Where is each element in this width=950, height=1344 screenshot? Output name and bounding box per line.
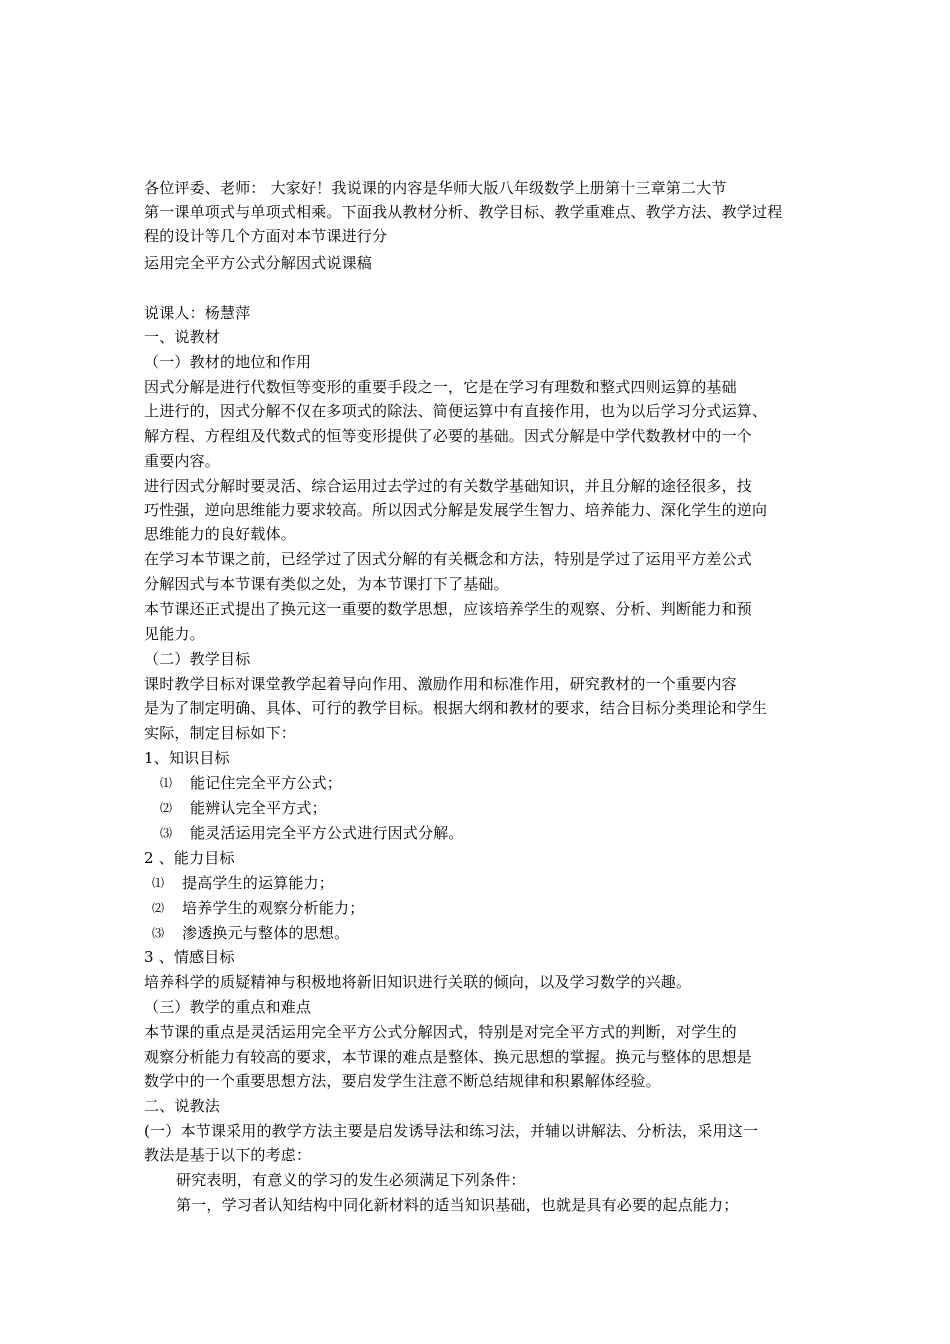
paragraph-line: 观察分析能力有较高的要求，本节课的难点是整体、换元思想的掌握。换元与整体的思想是 xyxy=(144,1048,753,1066)
paragraph-line: 本节课还正式提出了换元这一重要的数学思想，应该培养学生的观察、分析、判断能力和预 xyxy=(144,600,753,618)
list-item xyxy=(160,771,342,795)
intro-line-3: 程的设计等几个方面对本节课进行分 xyxy=(144,227,388,245)
speaker-line: 说课人：杨慧萍 xyxy=(144,304,251,322)
paragraph-line: (一）本节课采用的教学方法主要是启发诱导法和练习法，并辅以讲解法、分析法，采用这一 xyxy=(144,1122,759,1140)
subsection-heading-key-points: （三）教学的重点和难点 xyxy=(144,998,312,1016)
list-item xyxy=(152,921,349,945)
list-item xyxy=(160,821,464,845)
list-item xyxy=(152,871,334,895)
list-item-text: 提高学生的运算能力； xyxy=(182,874,335,892)
document-title: 运用完全平方公式分解因式说课稿 xyxy=(144,254,373,272)
paragraph-line: 课时教学目标对课堂教学起着导向作用、激励作用和标准作用，研究教材的一个重要内容 xyxy=(144,675,737,693)
paragraph-line: 进行因式分解时要灵活、综合运用过去学过的有关数学基础知识，并且分解的途径很多，技 xyxy=(144,477,753,495)
emotion-goals-heading: 3 、情感目标 xyxy=(144,948,235,966)
list-number: ⑴ xyxy=(152,876,165,890)
paragraph-line: 数学中的一个重要思想方法，要启发学生注意不断总结规律和积累解体经验。 xyxy=(144,1072,661,1090)
paragraph-line: 见能力。 xyxy=(144,625,205,643)
paragraph-line: 因式分解是进行代数恒等变形的重要手段之一，它是在学习有理数和整式四则运算的基础 xyxy=(144,378,737,396)
intro-line-1: 各位评委、老师： 大家好！我说课的内容是华师大版八年级数学上册第十三章第二大节 xyxy=(144,179,727,197)
list-item xyxy=(152,896,364,920)
list-number: ⑴ xyxy=(160,776,173,790)
paragraph-line: 分解因式与本节课有类似之处，为本节课打下了基础。 xyxy=(144,575,509,593)
paragraph-line: 上进行的，因式分解不仅在多项式的除法、简便运算中有直接作用，也为以后学习分式运算、 xyxy=(144,402,768,420)
paragraph-line: 在学习本节课之前，已经学过了因式分解的有关概念和方法，特别是学过了运用平方差公式 xyxy=(144,550,753,568)
subsection-heading-goals: （二）教学目标 xyxy=(144,650,251,668)
paragraph-line: 巧性强，逆向思维能力要求较高。所以因式分解是发展学生智力、培养能力、深化学生的逆向 xyxy=(144,501,768,519)
paragraph-line: 研究表明，有意义的学习的发生必须满足下列条件： xyxy=(176,1171,526,1189)
list-item xyxy=(160,796,327,820)
paragraph-line: 思维能力的良好载体。 xyxy=(144,525,297,543)
list-number: ⑶ xyxy=(160,826,173,840)
section-heading-methods: 二、说教法 xyxy=(144,1097,221,1115)
subsection-heading-position: （一）教材的地位和作用 xyxy=(144,353,312,371)
knowledge-goals-heading: 1、知识目标 xyxy=(144,749,230,767)
paragraph-line: 第一，学习者认知结构中同化新材料的适当知识基础，也就是具有必要的起点能力； xyxy=(176,1196,739,1214)
intro-line-2: 第一课单项式与单项式相乘。下面我从教材分析、教学目标、教学重难点、教学方法、教学过程 xyxy=(144,203,783,221)
paragraph-line: 本节课的重点是灵活运用完全平方公式分解因式，特别是对完全平方式的判断，对学生的 xyxy=(144,1023,737,1041)
list-item-text: 能记住完全平方公式； xyxy=(190,774,343,792)
list-number: ⑶ xyxy=(152,926,165,940)
list-number: ⑵ xyxy=(160,801,173,815)
paragraph-line: 教法是基于以下的考虑： xyxy=(144,1146,312,1164)
paragraph-line: 重要内容。 xyxy=(144,452,221,470)
ability-goals-heading: 2 、能力目标 xyxy=(144,849,235,867)
list-item-text: 能辨认完全平方式； xyxy=(190,799,327,817)
paragraph-line: 实际，制定目标如下： xyxy=(144,724,297,742)
list-number: ⑵ xyxy=(152,901,165,915)
paragraph-line: 解方程、方程组及代数式的恒等变形提供了必要的基础。因式分解是中学代数教材中的一个 xyxy=(144,427,753,445)
paragraph-line: 培养科学的质疑精神与积极地将新旧知识进行关联的倾向，以及学习数学的兴趣。 xyxy=(144,973,692,991)
list-item-text: 渗透换元与整体的思想。 xyxy=(182,924,350,942)
section-heading-materials: 一、说教材 xyxy=(144,328,221,346)
list-item-text: 培养学生的观察分析能力； xyxy=(182,899,365,917)
paragraph-line: 是为了制定明确、具体、可行的教学目标。根据大纲和教材的要求，结合目标分类理论和学生 xyxy=(144,699,768,717)
list-item-text: 能灵活运用完全平方公式进行因式分解。 xyxy=(190,824,464,842)
